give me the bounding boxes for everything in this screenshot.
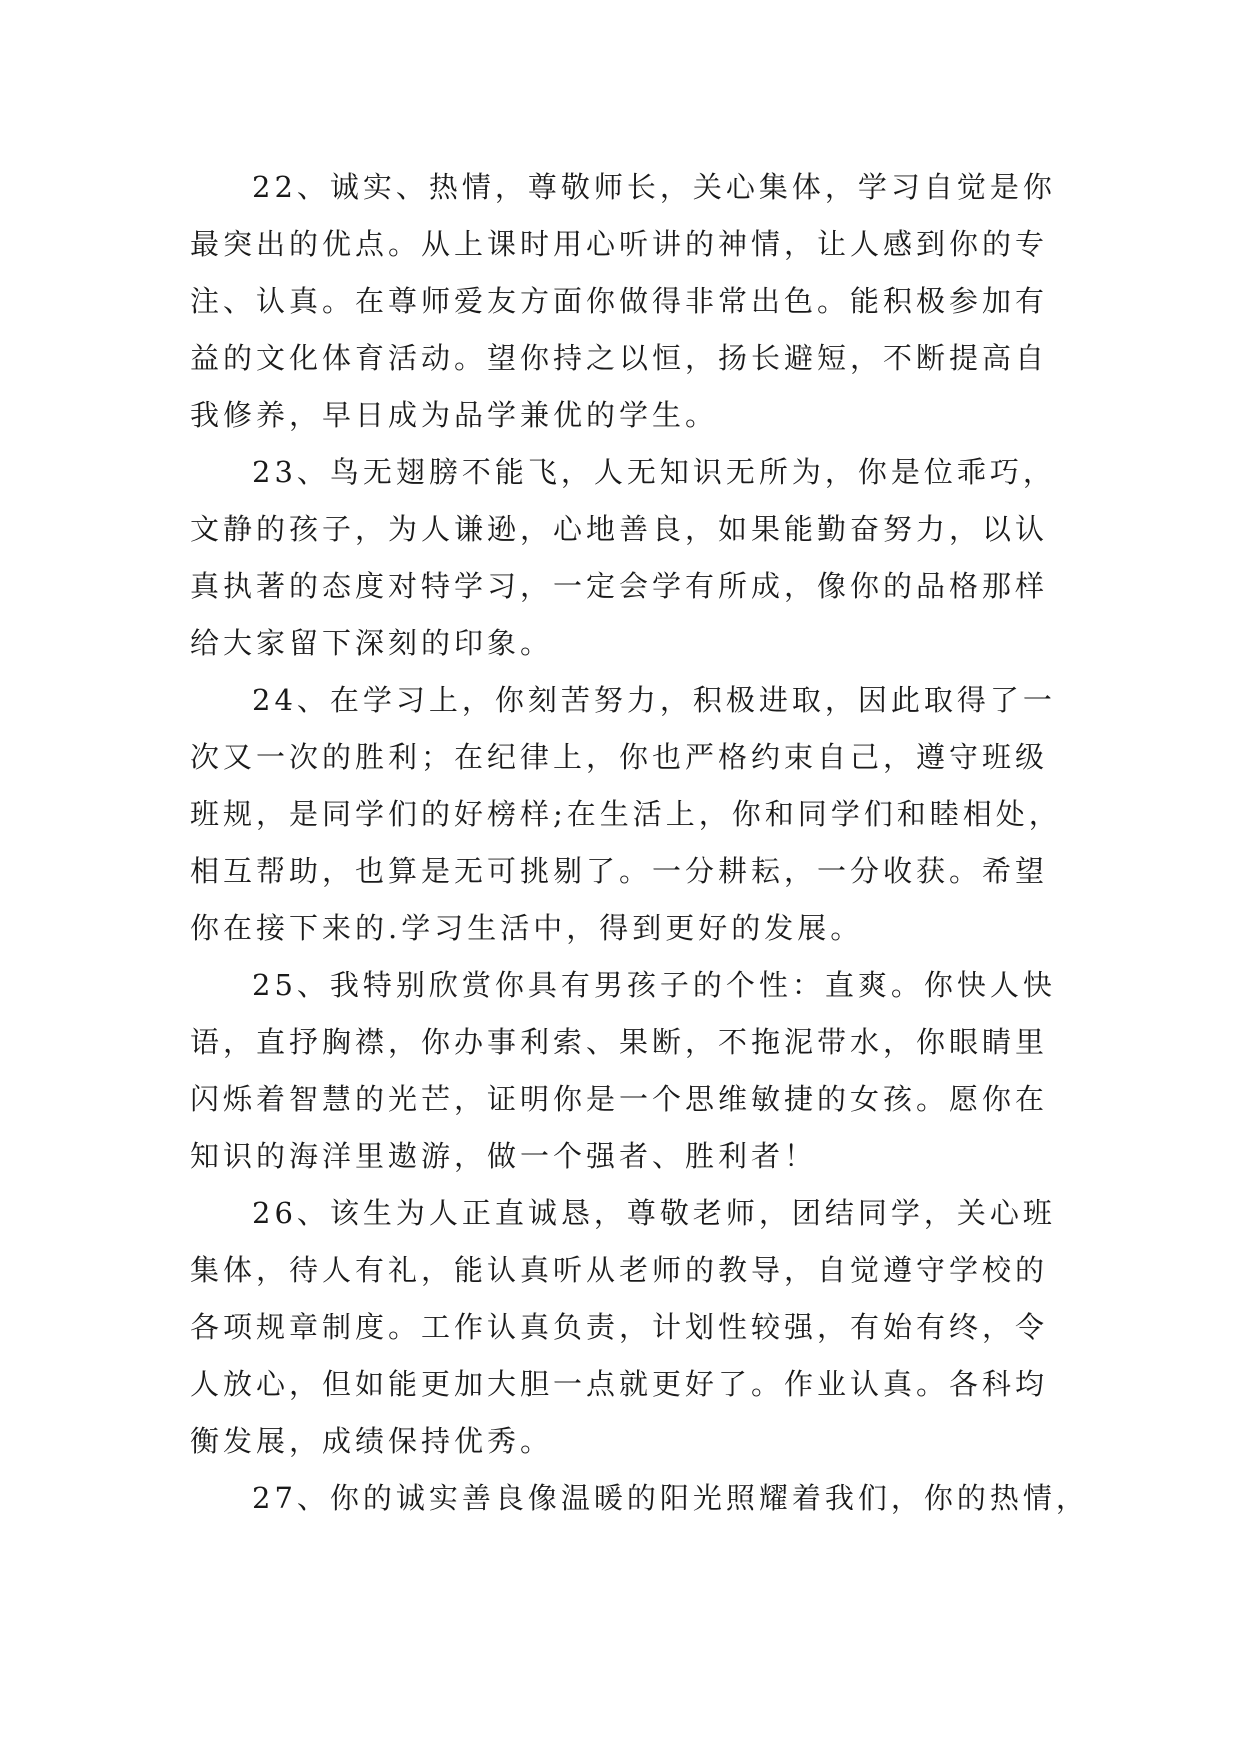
paragraph-23-line-3: 真执著的态度对特学习，一定会学有所成，像你的品格那样	[190, 569, 1049, 603]
paragraph-23-line-4: 给大家留下深刻的印象。	[190, 626, 554, 660]
paragraph-23-line-1: 23、鸟无翅膀不能飞，人无知识无所为，你是位乖巧，	[252, 455, 1056, 489]
paragraph-23-line-2: 文静的孩子，为人谦逊，心地善良，如果能勤奋努力，以认	[190, 512, 1049, 546]
paragraph-26-line-3: 各项规章制度。工作认真负责，计划性较强，有始有终，令	[190, 1310, 1049, 1344]
paragraph-25-line-2: 语，直抒胸襟，你办事利索、果断，不拖泥带水，你眼睛里	[190, 1025, 1049, 1059]
paragraph-25-line-4: 知识的海洋里遨游，做一个强者、胜利者！	[190, 1139, 818, 1173]
paragraph-22-line-3: 注、认真。在尊师爱友方面你做得非常出色。能积极参加有	[190, 284, 1049, 318]
paragraph-24-line-5: 你在接下来的.学习生活中，得到更好的发展。	[190, 911, 864, 945]
paragraph-22-line-1: 22、诚实、热情，尊敬师长，关心集体，学习自觉是你	[252, 170, 1056, 204]
paragraph-26-line-5: 衡发展，成绩保持优秀。	[190, 1424, 554, 1458]
paragraph-22-line-2: 最突出的优点。从上课时用心听讲的神情，让人感到你的专	[190, 227, 1049, 261]
paragraph-26-line-4: 人放心，但如能更加大胆一点就更好了。作业认真。各科均	[190, 1367, 1049, 1401]
paragraph-26-line-2: 集体，待人有礼，能认真听从老师的教导，自觉遵守学校的	[190, 1253, 1049, 1287]
paragraph-27-line-1: 27、你的诚实善良像温暖的阳光照耀着我们，你的热情，	[252, 1481, 1089, 1515]
paragraph-24-line-4: 相互帮助，也算是无可挑剔了。一分耕耘，一分收获。希望	[190, 854, 1049, 888]
paragraph-22-line-4: 益的文化体育活动。望你持之以恒，扬长避短，不断提高自	[190, 341, 1049, 375]
paragraph-26-line-1: 26、该生为人正直诚恳，尊敬老师，团结同学，关心班	[252, 1196, 1056, 1230]
paragraph-22-line-5: 我修养，早日成为品学兼优的学生。	[190, 398, 719, 432]
paragraph-24-line-3: 班规，是同学们的好榜样;在生活上，你和同学们和睦相处，	[190, 797, 1062, 831]
paragraph-24-line-2: 次又一次的胜利；在纪律上，你也严格约束自己，遵守班级	[190, 740, 1049, 774]
paragraph-25-line-1: 25、我特别欣赏你具有男孩子的个性：直爽。你快人快	[252, 968, 1056, 1002]
paragraph-24-line-1: 24、在学习上，你刻苦努力，积极进取，因此取得了一	[252, 683, 1056, 717]
paragraph-25-line-3: 闪烁着智慧的光芒，证明你是一个思维敏捷的女孩。愿你在	[190, 1082, 1049, 1116]
